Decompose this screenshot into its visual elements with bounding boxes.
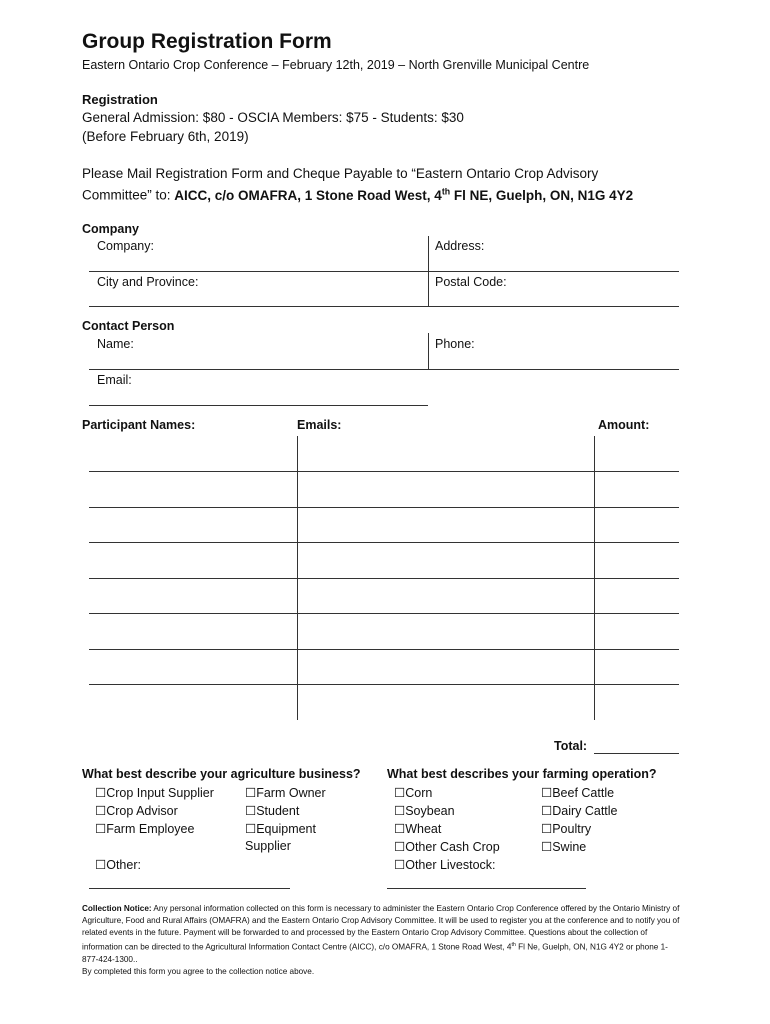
- participant-row-line[interactable]: [89, 507, 679, 508]
- checkbox-icon[interactable]: ☐: [541, 822, 553, 836]
- checkbox-icon[interactable]: ☐: [541, 786, 553, 800]
- page-title: Group Registration Form: [82, 30, 332, 53]
- operation-option[interactable]: [541, 839, 586, 854]
- business-option-label: Equipment: [256, 822, 316, 836]
- business-option-equipment-cont: Supplier: [245, 839, 291, 853]
- operation-option-label: Wheat: [405, 822, 442, 836]
- operation-option[interactable]: [541, 821, 591, 836]
- business-option-label: Farm Employee: [106, 822, 195, 836]
- emails-header: Emails:: [297, 418, 342, 432]
- business-option[interactable]: [95, 821, 194, 836]
- operation-option-label: Poultry: [552, 822, 592, 836]
- business-option-label: Crop Advisor: [106, 804, 178, 818]
- operation-option[interactable]: [541, 785, 614, 800]
- mail-instructions-line2: [82, 186, 633, 203]
- business-other-line[interactable]: [89, 888, 290, 889]
- checkbox-icon[interactable]: ☐: [245, 822, 257, 836]
- operation-option[interactable]: [394, 857, 496, 872]
- business-option[interactable]: [95, 785, 214, 800]
- business-option-label: Farm Owner: [256, 786, 326, 800]
- email-row-line[interactable]: [89, 405, 428, 406]
- company-heading: Company: [82, 222, 139, 236]
- checkbox-icon[interactable]: ☐: [394, 804, 406, 818]
- city-row-line[interactable]: [89, 306, 679, 307]
- operation-option-label: Corn: [405, 786, 433, 800]
- collection-notice-text-b: Fl Ne, Guelph, ON, N1G 4Y2 or phone 1-877-424-1300..: [82, 942, 668, 964]
- collection-notice-sup: th: [511, 942, 516, 948]
- checkbox-icon[interactable]: ☐: [394, 822, 406, 836]
- postal-code-label: Postal Code:: [435, 275, 507, 289]
- operation-option-label: Soybean: [405, 804, 455, 818]
- business-option[interactable]: [245, 821, 316, 836]
- checkbox-icon[interactable]: ☐: [95, 822, 107, 836]
- contact-divider: [428, 333, 429, 370]
- mail-prefix: Committee” to:: [82, 187, 175, 203]
- operation-option[interactable]: [541, 803, 618, 818]
- business-option[interactable]: [245, 785, 326, 800]
- operation-option-label: Other Livestock:: [405, 858, 496, 872]
- operation-other-line[interactable]: [387, 888, 586, 889]
- operation-option-label: Beef Cattle: [552, 786, 615, 800]
- operation-option-label: Other Cash Crop: [405, 840, 500, 854]
- participant-row-line[interactable]: [89, 649, 679, 650]
- registration-heading: Registration: [82, 92, 158, 107]
- operation-option[interactable]: [394, 839, 500, 854]
- mail-instructions-line1: Please Mail Registration Form and Cheque Payable to “Eastern Ontario Crop Advisory: [82, 166, 599, 181]
- operation-option[interactable]: [394, 821, 441, 836]
- company-row-line[interactable]: [89, 271, 679, 272]
- name-label: Name:: [97, 337, 134, 351]
- business-option-label: Crop Input Supplier: [106, 786, 214, 800]
- participant-row-line[interactable]: [89, 684, 679, 685]
- total-label: Total:: [554, 739, 588, 753]
- operation-option[interactable]: [394, 803, 455, 818]
- collection-notice: [82, 903, 682, 978]
- amount-header: Amount:: [598, 418, 650, 432]
- registration-deadline: (Before February 6th, 2019): [82, 129, 249, 144]
- checkbox-icon[interactable]: ☐: [541, 840, 553, 854]
- operation-option-label: Swine: [552, 840, 587, 854]
- business-question: What best describe your agriculture business?: [82, 767, 361, 781]
- name-row-line[interactable]: [89, 369, 679, 370]
- operation-question: What best describes your farming operation?: [387, 767, 657, 781]
- checkbox-icon[interactable]: ☐: [95, 804, 107, 818]
- business-option[interactable]: [245, 803, 299, 818]
- email-label: Email:: [97, 373, 132, 387]
- checkbox-icon[interactable]: ☐: [245, 786, 257, 800]
- checkbox-icon[interactable]: ☐: [394, 840, 406, 854]
- checkbox-icon[interactable]: ☐: [541, 804, 553, 818]
- phone-label: Phone:: [435, 337, 475, 351]
- operation-option-label: Dairy Cattle: [552, 804, 618, 818]
- collection-notice-agree: By completed this form you agree to the collection notice above.: [82, 966, 315, 976]
- checkbox-icon[interactable]: ☐: [245, 804, 257, 818]
- participant-row-line[interactable]: [89, 578, 679, 579]
- checkbox-icon[interactable]: ☐: [394, 858, 406, 872]
- checkbox-icon[interactable]: ☐: [394, 786, 406, 800]
- address-label: Address:: [435, 239, 485, 253]
- checkbox-icon[interactable]: ☐: [95, 858, 107, 872]
- participant-row-line[interactable]: [89, 471, 679, 472]
- business-option-label: Student: [256, 804, 300, 818]
- participant-row-line[interactable]: [89, 542, 679, 543]
- mail-address-b: Fl NE, Guelph, ON, N1G 4Y2: [450, 187, 634, 203]
- participant-row-line[interactable]: [89, 613, 679, 614]
- mail-address-sup: th: [441, 186, 451, 196]
- registration-fees: General Admission: $80 - OSCIA Members: $75 - Students: $30: [82, 110, 464, 125]
- page-subtitle: Eastern Ontario Crop Conference – February 12th, 2019 – North Grenville Municipal Centre: [82, 58, 590, 72]
- business-option-other[interactable]: [95, 857, 141, 872]
- checkbox-icon[interactable]: ☐: [95, 786, 107, 800]
- city-province-label: City and Province:: [97, 275, 199, 289]
- business-option[interactable]: [95, 803, 178, 818]
- collection-notice-text-a: Any personal information collected on this form is necessary to administer the Eastern Ontario Crop Conference offered by the Ontario Ministry of Agriculture, Food and Rural Affairs (OMAFRA) and the Eastern Ontario Crop Advisory Committee. It will be used to register you at the conference and to notify you of related events in the future. Payment will be forwarded to and processed by the Eastern Ontario Crop Advisory Committee. Questions about the collection of information can be directed to the Agricultural Information Contact Centre (AICC), c/o OMAFRA, 1 Stone Road West, 4: [82, 904, 680, 952]
- operation-option[interactable]: [394, 785, 432, 800]
- total-line[interactable]: [594, 753, 679, 754]
- business-other-label: Other:: [106, 858, 141, 872]
- collection-notice-heading: Collection Notice:: [82, 904, 152, 913]
- contact-heading: Contact Person: [82, 319, 175, 333]
- participant-names-header: Participant Names:: [82, 418, 196, 432]
- mail-address-a: AICC, c/o OMAFRA, 1 Stone Road West, 4: [174, 187, 442, 203]
- company-label: Company:: [97, 239, 154, 253]
